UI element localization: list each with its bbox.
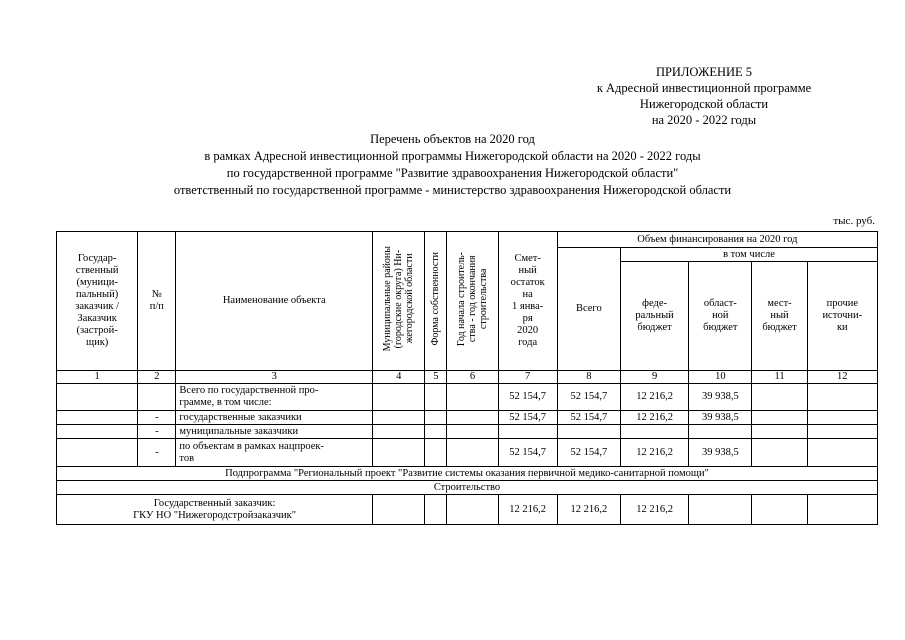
col-number: 2 — [138, 371, 176, 384]
col-number: 11 — [752, 371, 807, 384]
header-total: Всего — [557, 248, 620, 371]
row-total: 52 154,7 — [557, 439, 620, 467]
row-num: - — [138, 439, 176, 467]
header-municipal: Муниципальные районы (городские округа) Ни- жегородской области — [373, 232, 425, 371]
row-regional — [689, 425, 752, 439]
row-total — [557, 425, 620, 439]
header-regional: област- ной бюджет — [689, 262, 752, 371]
row-estimate — [498, 425, 557, 439]
appendix-block — [569, 64, 839, 128]
row-total: 12 216,2 — [557, 495, 620, 525]
col-number: 6 — [447, 371, 498, 384]
customer-row — [57, 495, 878, 525]
header-other: прочие источни- ки — [807, 262, 877, 371]
row-federal: 12 216,2 — [620, 495, 688, 525]
row-estimate: 52 154,7 — [498, 384, 557, 411]
row-total: 52 154,7 — [557, 384, 620, 411]
header-name: Наименование объекта — [176, 232, 373, 371]
header-num: № п/п — [138, 232, 176, 371]
row-name: Всего по государственной про- грамме, в том числе: — [176, 384, 373, 411]
header-ownership: Форма собственности — [425, 232, 447, 371]
row-federal: 12 216,2 — [620, 411, 688, 425]
col-number: 3 — [176, 371, 373, 384]
row-federal: 12 216,2 — [620, 439, 688, 467]
col-number: 9 — [620, 371, 688, 384]
table-row — [57, 439, 878, 467]
col-number: 8 — [557, 371, 620, 384]
row-name: по объектам в рамках нацпроек- тов — [176, 439, 373, 467]
title-line: по государственной программе "Развитие здравоохранения Нижегородской области" — [226, 166, 679, 180]
appendix-line: на 2020 - 2022 годы — [651, 113, 757, 127]
row-regional: 39 938,5 — [689, 384, 752, 411]
row-regional: 39 938,5 — [689, 411, 752, 425]
header-estimate: Смет- ный остаток на 1 янва- ря 2020 года — [498, 232, 557, 371]
row-name: муниципальные заказчики — [176, 425, 373, 439]
financing-table — [56, 231, 878, 525]
row-num: - — [138, 411, 176, 425]
row-estimate: 52 154,7 — [498, 411, 557, 425]
row-name: государственные заказчики — [176, 411, 373, 425]
table-row — [57, 425, 878, 439]
header-local: мест- ный бюджет — [752, 262, 807, 371]
row-estimate: 52 154,7 — [498, 439, 557, 467]
header-federal: феде- ральный бюджет — [620, 262, 688, 371]
title-line: ответственный по государственной программе - министерство здравоохранения Нижегородской области — [173, 183, 732, 197]
title-line: в рамках Адресной инвестиционной программы Нижегородской области на 2020 - 2022 годы — [204, 149, 701, 163]
col-number: 1 — [57, 371, 138, 384]
appendix-line: к Адресной инвестиционной программе — [596, 81, 812, 95]
table-row — [57, 411, 878, 425]
table-row — [57, 384, 878, 411]
appendix-title: ПРИЛОЖЕНИЕ 5 — [655, 65, 753, 79]
header-years: Год начала строитель- ства - год окончания строительства — [447, 232, 498, 371]
title-line: Перечень объектов на 2020 год — [370, 132, 535, 146]
header-funding: Объем финансирования на 2020 год — [557, 232, 877, 248]
subprogram-row: Подпрограмма "Региональный проект "Развитие системы оказания первичной медико-санитарной помощи" — [57, 467, 878, 481]
document-title — [0, 131, 905, 199]
column-numbers-row — [57, 371, 878, 384]
col-number: 4 — [373, 371, 425, 384]
row-federal — [620, 425, 688, 439]
row-num: - — [138, 425, 176, 439]
appendix-line: Нижегородской области — [639, 97, 769, 111]
header-including: в том числе — [620, 248, 877, 262]
row-num — [138, 384, 176, 411]
row-regional: 39 938,5 — [689, 439, 752, 467]
col-number: 10 — [689, 371, 752, 384]
row-estimate: 12 216,2 — [498, 495, 557, 525]
header-customer: Государ- ственный (муници- пальный) заказчик / Заказчик (застрой- щик) — [57, 232, 138, 371]
row-federal: 12 216,2 — [620, 384, 688, 411]
col-number: 5 — [425, 371, 447, 384]
unit-label: тыс. руб. — [833, 215, 875, 227]
col-number: 7 — [498, 371, 557, 384]
customer-label: Государственный заказчик: ГКУ НО "Нижегородстройзаказчик" — [57, 495, 373, 525]
col-number: 12 — [807, 371, 877, 384]
section-row: Строительство — [57, 481, 878, 495]
row-total: 52 154,7 — [557, 411, 620, 425]
